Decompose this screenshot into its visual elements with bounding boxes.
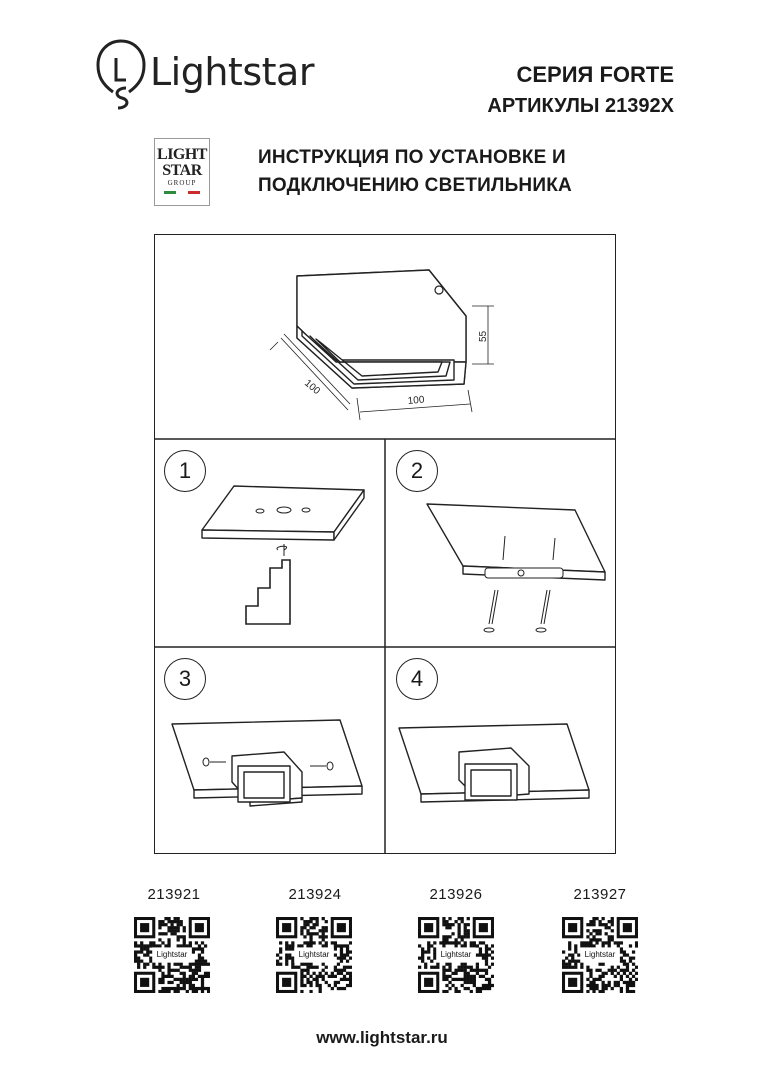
website-link[interactable]: www.lightstar.ru <box>316 1028 448 1047</box>
italian-flag-stripe <box>164 191 200 194</box>
qr-brand-label: Lightstar <box>584 950 616 959</box>
product-code-213927: 213927 <box>573 886 627 903</box>
step-3-number: 3 <box>164 658 206 700</box>
group-logo-line2: STAR <box>162 162 202 179</box>
lightbulb-logo-icon <box>96 38 146 113</box>
product-code-213921: 213921 <box>147 886 201 903</box>
group-logo-line1: LIGHT <box>157 146 207 163</box>
qr-code-213921[interactable] <box>134 917 210 993</box>
qr-brand-label: Lightstar <box>440 950 472 959</box>
step-4-number: 4 <box>396 658 438 700</box>
qr-brand-label: Lightstar <box>156 950 188 959</box>
step-2-drawing <box>385 440 616 648</box>
dimension-height: 55 <box>478 330 489 342</box>
group-logo-line3: GROUP <box>167 179 197 187</box>
instruction-title-line2: ПОДКЛЮЧЕНИЮ СВЕТИЛЬНИКА <box>258 175 572 196</box>
step-4-drawing <box>385 648 616 854</box>
qr-code-213927[interactable] <box>562 917 638 993</box>
dimension-depth: 100 <box>302 377 322 398</box>
instruction-title-line1: ИНСТРУКЦИЯ ПО УСТАНОВКЕ И <box>258 147 566 168</box>
lightstar-group-logo <box>154 138 210 206</box>
product-dimension-drawing <box>154 234 616 439</box>
series-title: СЕРИЯ FORTE <box>516 62 674 87</box>
brand-name: Lightstar <box>150 50 314 94</box>
product-code-213926: 213926 <box>429 886 483 903</box>
step-3-drawing <box>154 648 385 854</box>
product-code-213924: 213924 <box>288 886 342 903</box>
step-1-drawing <box>154 440 385 648</box>
articles-title: АРТИКУЛЫ 21392X <box>487 95 674 117</box>
step-1-number: 1 <box>164 450 206 492</box>
dimension-width: 100 <box>407 394 425 407</box>
step-2-number: 2 <box>396 450 438 492</box>
qr-code-213924[interactable] <box>276 917 352 993</box>
qr-brand-label: Lightstar <box>298 950 330 959</box>
qr-code-213926[interactable] <box>418 917 494 993</box>
